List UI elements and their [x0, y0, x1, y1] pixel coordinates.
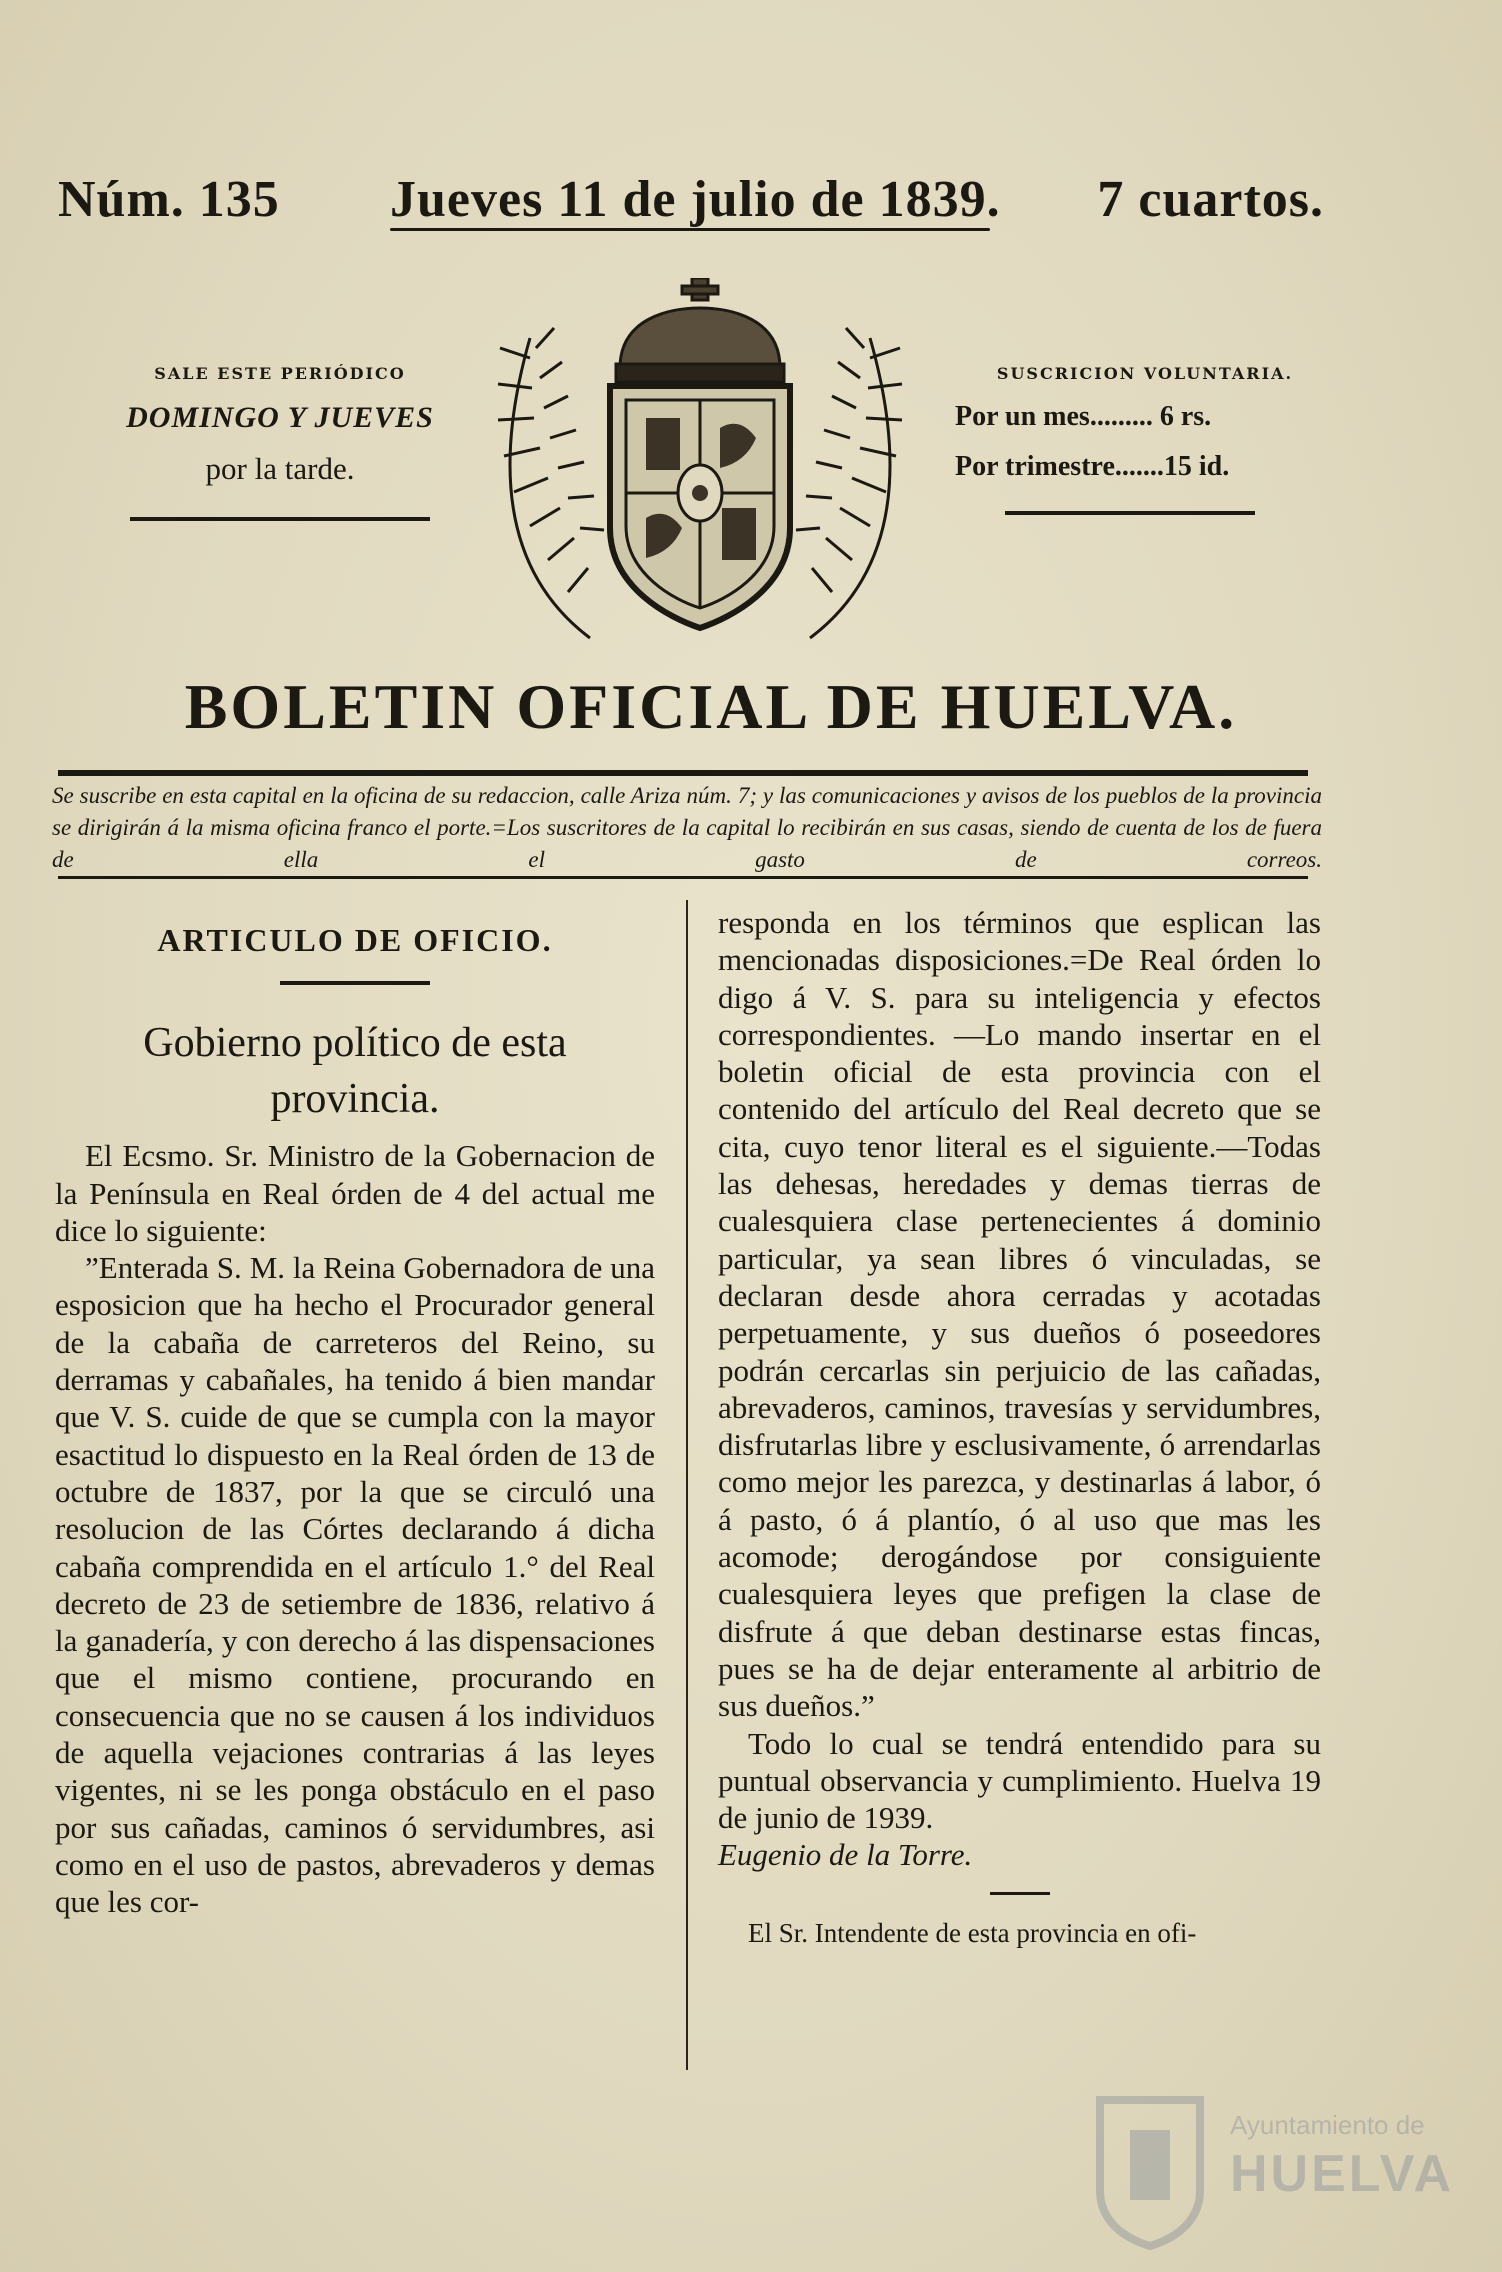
- city-shield-icon: [1090, 2080, 1210, 2250]
- article-intro: El Ecsmo. Sr. Ministro de la Gobernacion de la Península en Real órden de 4 del actual me dice lo siguiente:: [55, 1138, 655, 1248]
- schedule-days: DOMINGO Y JUEVES: [126, 401, 434, 434]
- issue-date: Jueves 11 de julio de 1839.: [390, 171, 1001, 228]
- subscription-monthly: Por un mes......... 6 rs.: [955, 401, 1212, 432]
- watermark-line1: Ayuntamiento de: [1230, 2110, 1425, 2140]
- newspaper-title: BOLETIN OFICIAL DE HUELVA.: [184, 671, 1238, 742]
- next-item-start: El Sr. Intendente de esta provincia en ofi-: [748, 1917, 1197, 1948]
- heading-rule: [280, 981, 430, 985]
- right-column: [718, 904, 1321, 1952]
- date-underline: [390, 228, 990, 231]
- schedule-time: por la tarde.: [205, 451, 355, 486]
- schedule-block: [100, 364, 460, 521]
- issue-number: Núm. 135: [58, 171, 280, 228]
- schedule-heading: SALE ESTE PERIÓDICO: [154, 364, 406, 383]
- left-column: [55, 904, 655, 1921]
- article-text-left: ”Enterada S. M. la Reina Gobernadora de una esposicion que ha hecho el Procurador general de la cabaña de carreteros del Reino, su derramas y cabañales, ha tenido á bien mandar que V. S. cuide de que se cumpla con la mayor esactitud lo dispuesto en la Real órden de 13 de octubre de 1837, por la que se circuló una resolucion de las Córtes declarando á dicha cabaña comprendida en el artículo 1.° del Real decreto de 23 de setiembre de 1836, relativo á la ganadería, y con derecho á las dispensaciones que el mismo contiene, procurando en consecuencia que no se causen á los individuos de aquella vejaciones contrarias á las leyes vigentes, ni se les ponga obstáculo en el paso por sus cañadas, caminos ó servidumbres, asi como en el uso de pastos, abrevaderos y demas que les cor-: [55, 1250, 655, 1920]
- title-rule: [58, 770, 1308, 776]
- article-closing: Todo lo cual se tendrá entendido para su puntual observancia y cumplimiento. Huelva 19 de junio de 1939.: [718, 1725, 1321, 1836]
- subscription-block: [955, 364, 1335, 515]
- article-signature: Eugenio de la Torre.: [718, 1837, 973, 1873]
- archive-watermark: [1090, 2080, 1455, 2260]
- article-text-right: responda en los términos que esplican las mencionadas disposiciones.=De Real órden lo digo á V. S. para su inteligencia y efectos correspondientes. —Lo mando insertar en el boletin oficial de esta provincia con el contenido del artículo del Real decreto que se cita, cuyo tenor literal es el siguiente.—Todas las dehesas, heredades y demas tierras de cualesquiera clase pertenecientes á dominio particular, ya sean libres ó vinculadas, se declaran desde ahora cerradas y acotadas perpetuamente, y sus dueños ó poseedores podrán cercarlas sin perjuicio de las cañadas, abrevaderos, caminos, travesías y servidumbres, disfrutarlas libre y esclusivamente, ó arrendarlas como mejor les parezca, y destinarlas á labor, ó á pasto, ó á plantío, ó al uso que mas les acomode; derogándose por consiguiente cualesquiera leyes que prefigen la clase de disfrute á que deban destinarse estas fincas, pues se ha de dejar enteramente al arbitrio de sus dueños.”: [718, 905, 1321, 1724]
- signature-rule: [990, 1892, 1050, 1895]
- subscription-heading: SUSCRICION VOLUNTARIA.: [996, 364, 1294, 383]
- subscription-rule: [1005, 511, 1255, 515]
- schedule-rule: [130, 517, 430, 521]
- coat-of-arms-icon: [470, 278, 930, 643]
- masthead-line: [58, 170, 1324, 240]
- article-body-left: [55, 1137, 655, 1920]
- article-heading: ARTICULO DE OFICIO.: [157, 922, 553, 958]
- subscription-quarterly: Por trimestre.......15 id.: [955, 451, 1230, 482]
- subscription-notice: Se suscribe en esta capital en la oficina de su redaccion, calle Ariza núm. 7; y las comunicaciones y avisos de los pueblos de la provincia se dirigirán á la misma oficina franco el porte.=Los suscritores de la capital lo recibirán en sus casas, siendo de cuenta de los de fuera de ella el gasto de correos.: [52, 783, 1322, 872]
- column-divider: [686, 900, 688, 2070]
- notice-rule: [58, 876, 1308, 879]
- section-title: Gobierno político de esta provincia.: [143, 1020, 567, 1123]
- watermark-line2: HUELVA: [1230, 2145, 1455, 2203]
- issue-price: 7 cuartos.: [1097, 171, 1324, 228]
